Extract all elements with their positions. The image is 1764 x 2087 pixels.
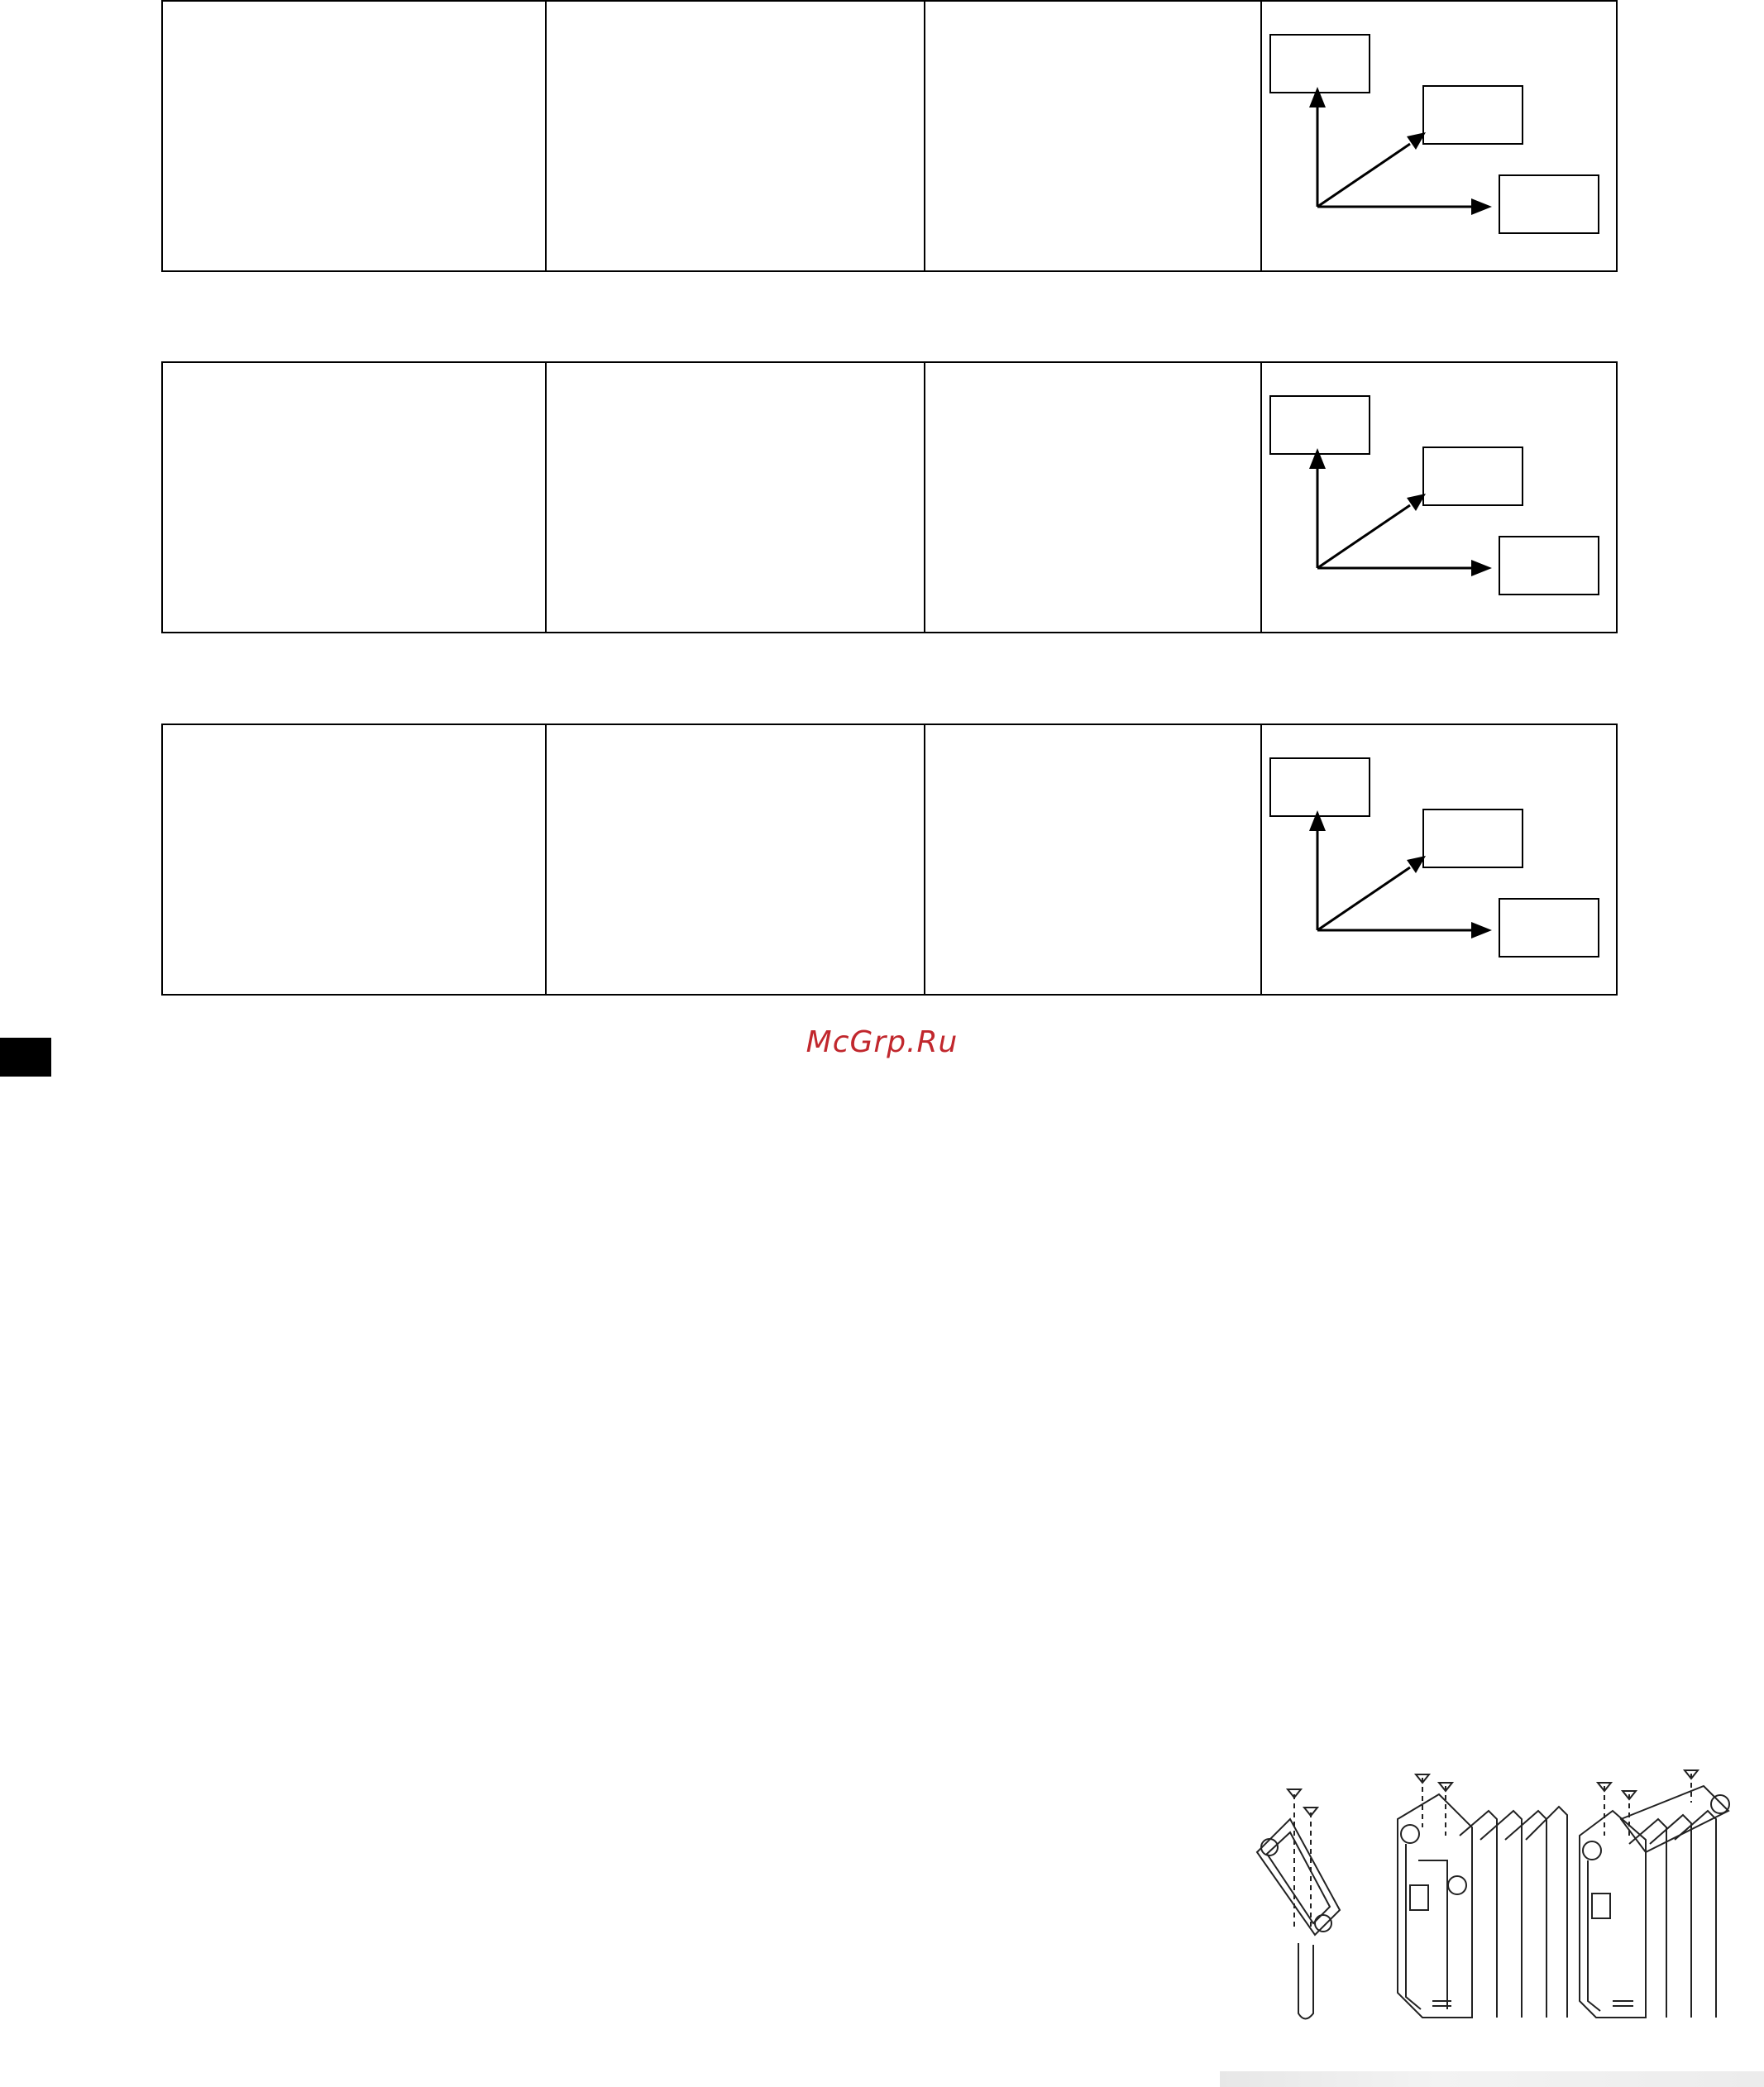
arrowhead-right-icon [1471,922,1492,938]
axis-line-diagonal [1317,867,1410,930]
axis-label-box-right [1499,899,1599,957]
spec-table-2 [161,361,1618,633]
axis-label-box-right [1499,537,1599,595]
arrowhead-right-icon [1471,198,1492,215]
axis-diagram [1262,363,1616,632]
table-cell [925,1,1261,271]
table-cell [546,1,925,271]
axis-label-box-right [1499,175,1599,233]
watermark-text: McGrp.Ru [806,1025,958,1059]
illustration-panel-3 [1580,1770,1729,2018]
axis-label-box-middle [1423,809,1523,867]
table-cell [162,362,546,633]
axis-line-diagonal [1317,505,1410,568]
table-cell [546,724,925,995]
illustration-panel-1 [1257,1789,1340,2019]
spec-table-3 [161,724,1618,996]
axis-label-box-top [1270,396,1370,454]
axis-diagram-cell [1261,1,1617,271]
axis-diagram-cell [1261,362,1617,633]
bottom-scan-strip [1220,2071,1764,2087]
table-cell [162,1,546,271]
table-cell [162,724,546,995]
axis-line-diagonal [1317,144,1410,207]
axis-diagram [1262,725,1616,994]
table-cell [925,724,1261,995]
arrowhead-right-icon [1471,560,1492,576]
illustration-panel-2 [1398,1774,1567,2018]
table-cell [546,362,925,633]
axis-label-box-middle [1423,447,1523,505]
axis-diagram [1262,2,1616,270]
axis-diagram-cell [1261,724,1617,995]
radiator-assembly-illustration [1241,1761,1737,2034]
axis-label-box-top [1270,35,1370,93]
table-cell [925,362,1261,633]
axis-label-box-middle [1423,86,1523,144]
spec-table-1 [161,0,1618,272]
axis-label-box-top [1270,758,1370,816]
